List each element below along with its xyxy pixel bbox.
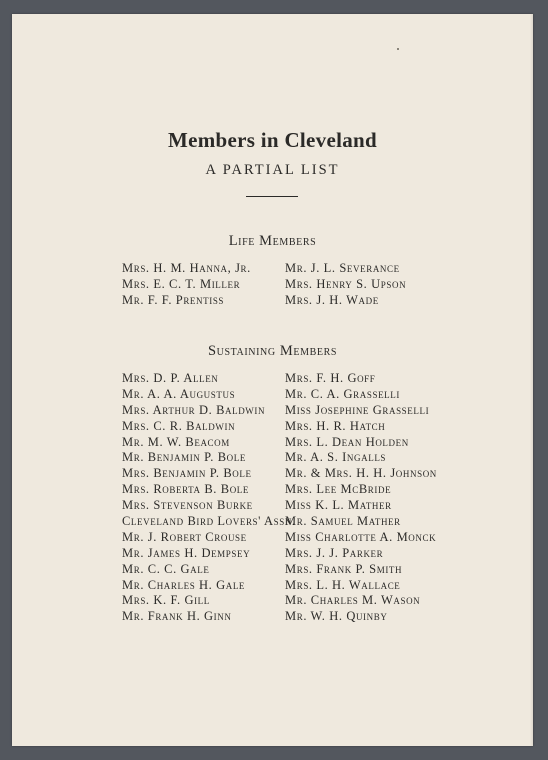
page-title: Members in Cleveland [168,128,377,152]
member-name: Mrs. Benjamin P. Bole [122,466,252,481]
member-name: Mrs. J. H. Wade [285,292,379,307]
member-name: Mrs. E. C. T. Miller [122,276,241,291]
member-name: Mrs. L. H. Wallace [285,577,401,592]
member-name: Mr. Frank H. Ginn [122,609,232,624]
member-name: Mrs. K. F. Gill [122,593,210,608]
member-name: Mrs. H. M. Hanna, Jr. [122,261,251,275]
member-name: Mr. & Mrs. H. H. Johnson [285,466,437,481]
member-name: Mrs. Henry S. Upson [285,276,407,291]
member-name: Mrs. L. Dean Holden [285,434,409,449]
member-name: Mrs. Frank P. Smith [285,561,403,576]
member-name: Mr. Charles M. Wason [285,593,421,608]
member-name: Mrs. Roberta B. Bole [122,482,249,497]
title-divider [246,196,298,197]
member-name: Mr. Benjamin P. Bole [122,450,246,465]
life-members-heading: Life Members [228,233,317,249]
member-name: Miss Charlotte A. Monck [285,529,437,544]
member-name: Miss Josephine Grasselli [285,402,430,417]
member-name: Mrs. D. P. Allen [122,371,219,385]
member-name: Mr. C. A. Grasselli [285,386,400,401]
document-page [12,14,533,746]
member-name: Mr. Charles H. Gale [122,577,246,592]
member-name: Mr. C. C. Gale [122,561,210,576]
member-name: Mr. F. F. Prentiss [122,292,225,307]
member-name: Mr. A. S. Ingalls [285,450,387,465]
member-name: Cleveland Bird Lovers' Assn. [122,514,296,529]
member-name: Mrs. J. J. Parker [285,545,384,560]
life-members-left-column [122,261,251,309]
sustaining-members-left-column [122,371,296,625]
member-name: Mrs. Stevenson Burke [122,498,253,513]
member-name: Miss K. L. Mather [285,498,392,513]
member-name: Mr. J. L. Severance [285,261,400,275]
member-name: Mrs. H. R. Hatch [285,418,386,433]
member-name: Mrs. C. R. Baldwin [122,418,236,433]
member-name: Mr. James H. Dempsey [122,545,251,560]
life-members-right-column [285,261,406,309]
member-name: Mr. Samuel Mather [285,514,401,529]
member-name: Mr. A. A. Augustus [122,386,236,401]
member-name: Mr. J. Robert Crouse [122,529,247,544]
member-name: Mrs. Arthur D. Baldwin [122,402,266,417]
paper-speck [397,48,399,50]
member-name: Mrs. Lee McBride [285,482,392,497]
sustaining-members-right-column [285,371,437,625]
member-name: Mr. M. W. Beacom [122,434,230,449]
member-name: Mrs. F. H. Goff [285,371,376,385]
member-name: Mr. W. H. Quinby [285,609,388,624]
sustaining-members-heading: Sustaining Members [207,343,338,359]
page-subtitle: A PARTIAL LIST [205,162,340,178]
